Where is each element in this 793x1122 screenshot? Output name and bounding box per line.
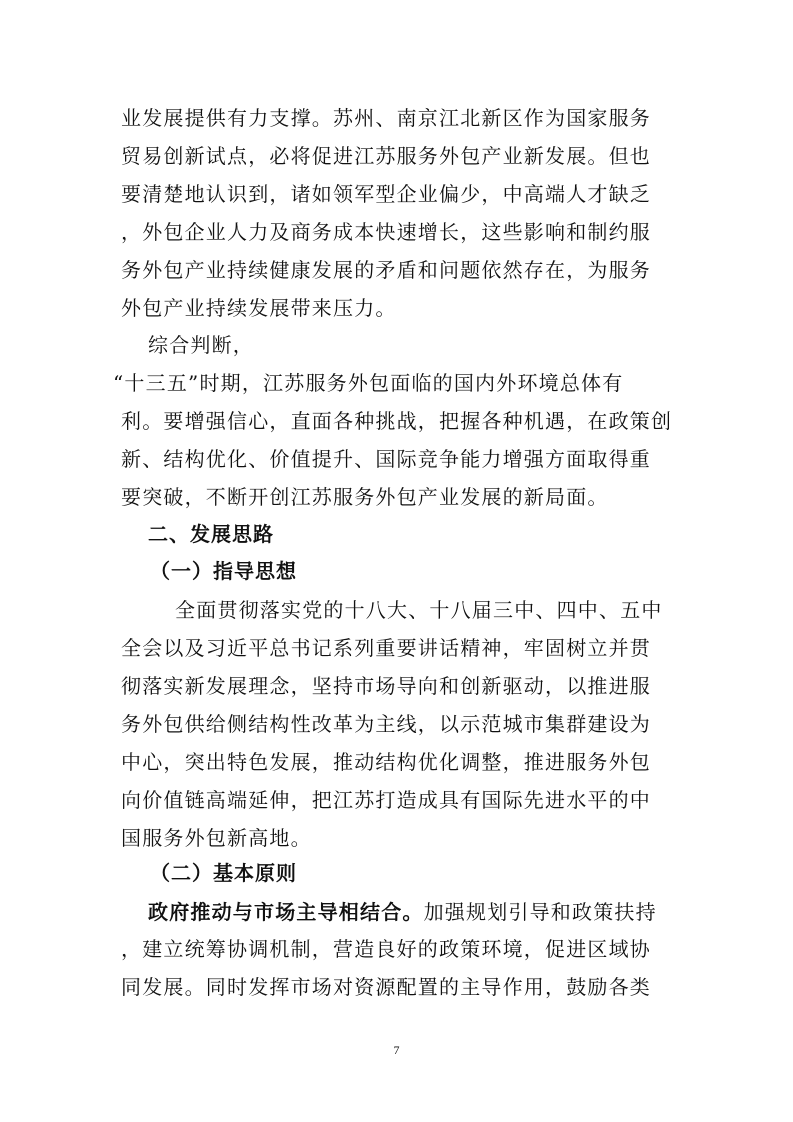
principle-text: 加强规划引导和政策扶持 [423, 900, 657, 924]
body-line: 要突破，不断开创江苏服务外包产业发展的新局面。 [121, 485, 609, 509]
body-line: 务外包产业持续健康发展的矛盾和问题依然存在，为服务 [121, 258, 651, 282]
body-line: 贸易创新试点，必将促进江苏服务外包产业新发展。但也 [121, 144, 651, 168]
principle-line [148, 900, 657, 924]
body-line: 向价值链高端延伸，把江苏打造成具有国际先进水平的中 [121, 788, 651, 812]
body-line: 利。要增强信心，直面各种挑战，把握各种机遇，在政策创 [121, 409, 673, 433]
body-line: 务外包供给侧结构性改革为主线，以示范城市集群建设为 [121, 712, 651, 736]
page-number: 7 [393, 1043, 400, 1057]
body-line: 全面贯彻落实党的十八大、十八届三中、四中、五中 [175, 598, 663, 622]
body-line: 要清楚地认识到，诸如领军型企业偏少，中高端人才缺乏 [121, 182, 651, 206]
body-line: ，外包企业人力及商务成本快速增长，这些影响和制约服 [121, 220, 651, 244]
body-line: 中心，突出特色发展，推动结构优化调整，推进服务外包 [121, 750, 651, 774]
body-line: ，建立统筹协调机制，营造良好的政策环境，促进区域协 [121, 937, 651, 961]
body-line: “十三五”时期，江苏服务外包面临的国内外环境总体有 [113, 371, 624, 395]
body-line: 新、结构优化、价值提升、国际竞争能力增强方面取得重 [121, 447, 651, 471]
section-heading: 二、发展思路 [148, 522, 274, 546]
body-line: 综合判断， [148, 333, 254, 357]
body-line: 外包产业持续发展带来压力。 [121, 296, 397, 320]
subsection-heading: （二）基本原则 [150, 861, 297, 885]
body-line: 同发展。同时发挥市场对资源配置的主导作用，鼓励各类 [121, 975, 651, 999]
subsection-heading: （一）指导思想 [150, 559, 297, 583]
body-line: 国服务外包新高地。 [121, 826, 312, 850]
body-line: 全会以及习近平总书记系列重要讲话精神，牢固树立并贯 [121, 636, 651, 660]
principle-lead: 政府推动与市场主导相结合。 [148, 900, 424, 924]
body-line: 彻落实新发展理念，坚持市场导向和创新驱动，以推进服 [121, 674, 651, 698]
body-line: 业发展提供有力支撑。苏州、南京江北新区作为国家服务 [121, 106, 651, 130]
